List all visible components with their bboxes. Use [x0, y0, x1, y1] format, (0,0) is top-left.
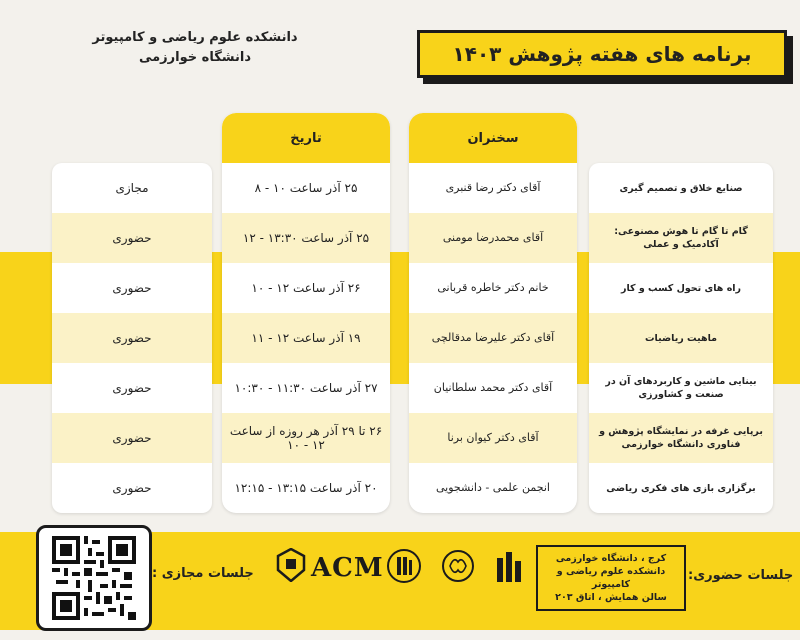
date-header: تاریخ [222, 113, 390, 163]
speaker-cell: آقای دکتر کیوان برنا [409, 413, 577, 463]
date-cell: ۲۵ آذر ساعت ۱۰ - ۸ [254, 181, 358, 195]
university-line: دانشگاه خوارزمی [138, 50, 252, 65]
topic-cell: برپایی غرفه در نمایشگاه پژوهش و فناوری دانشگاه خوارزمی [589, 413, 773, 463]
speaker-column [409, 113, 577, 513]
speaker-cell: انجمن علمی - دانشجویی [436, 481, 550, 494]
address-line: کرج ، دانشگاه خوارزمی [555, 553, 667, 564]
date-cell: ۲۶ آذر ساعت ۱۲ - ۱۰ [251, 281, 361, 295]
speaker-cell: آقای دکتر علیرضا مدقالچی [409, 313, 577, 363]
mode-cell: حضوری [112, 481, 152, 495]
mode-cell: حضوری [52, 413, 212, 463]
topic-cell: گام تا گام تا هوش مصنوعی: آکادمیک و عملی [589, 213, 773, 263]
topic-cell: ماهیت ریاضیات [589, 313, 773, 363]
date-cell: ۲۰ آذر ساعت ۱۳:۱۵ - ۱۲:۱۵ [234, 481, 378, 495]
date-cell: ۱۹ آذر ساعت ۱۲ - ۱۱ [222, 313, 390, 363]
building-logo-icon [494, 548, 524, 584]
page-title: برنامه های هفته پژوهش ۱۴۰۳ [417, 30, 787, 78]
qr-code-icon[interactable] [36, 525, 152, 631]
khu-logo-icon [276, 548, 306, 582]
acm-logo-icon [311, 553, 384, 583]
topic-cell: صنایع خلاق و تصمیم گیری [619, 182, 743, 194]
virtual-sessions-label: جلسات مجازی : [152, 566, 254, 581]
faculty-name: دانشکده علوم ریاضی و کامپیوتر [92, 30, 298, 45]
mode-cell: حضوری [52, 313, 212, 363]
brain-logo-icon [440, 548, 476, 584]
date-cell: ۲۶ تا ۲۹ آذر هر روزه از ساعت ۱۲ - ۱۰ [222, 413, 390, 463]
date-column [222, 113, 390, 513]
mode-cell: حضوری [52, 213, 212, 263]
topic-cell: برگزاری بازی های فکری ریاضی [606, 482, 756, 494]
topic-cell: بینایی ماشین و کاربردهای آن در صنعت و کشاورزی [605, 376, 757, 400]
emblem-logo-icon [386, 548, 422, 586]
inperson-address-box [536, 545, 686, 611]
topic-column [589, 163, 773, 513]
inperson-sessions-label: جلسات حضوری: [688, 568, 794, 583]
speaker-cell: آقای دکتر رضا قنبری [445, 181, 541, 194]
university-name [80, 28, 310, 68]
speaker-cell: خانم دکتر خاطره قربانی [437, 281, 549, 294]
speaker-cell: آقای محمدرضا مومنی [409, 213, 577, 263]
mode-cell: حضوری [112, 381, 152, 395]
date-cell: ۲۵ آذر ساعت ۱۳:۳۰ - ۱۲ [222, 213, 390, 263]
speaker-cell: آقای دکتر محمد سلطانیان [433, 381, 553, 394]
date-cell: ۲۷ آذر ساعت ۱۱:۳۰ - ۱۰:۳۰ [234, 381, 378, 395]
acm-logo-text: ACM [311, 553, 384, 583]
address-line: دانشکده علوم ریاضی و کامپیوتر [556, 566, 666, 590]
mode-cell: حضوری [112, 281, 152, 295]
address-line: سالن همایش ، اتاق ۲۰۳ [555, 592, 667, 603]
topic-cell: راه های تحول کسب و کار [620, 282, 742, 294]
mode-cell: مجازی [115, 181, 149, 195]
speaker-header: سخنران [409, 113, 577, 163]
mode-column [52, 163, 212, 513]
